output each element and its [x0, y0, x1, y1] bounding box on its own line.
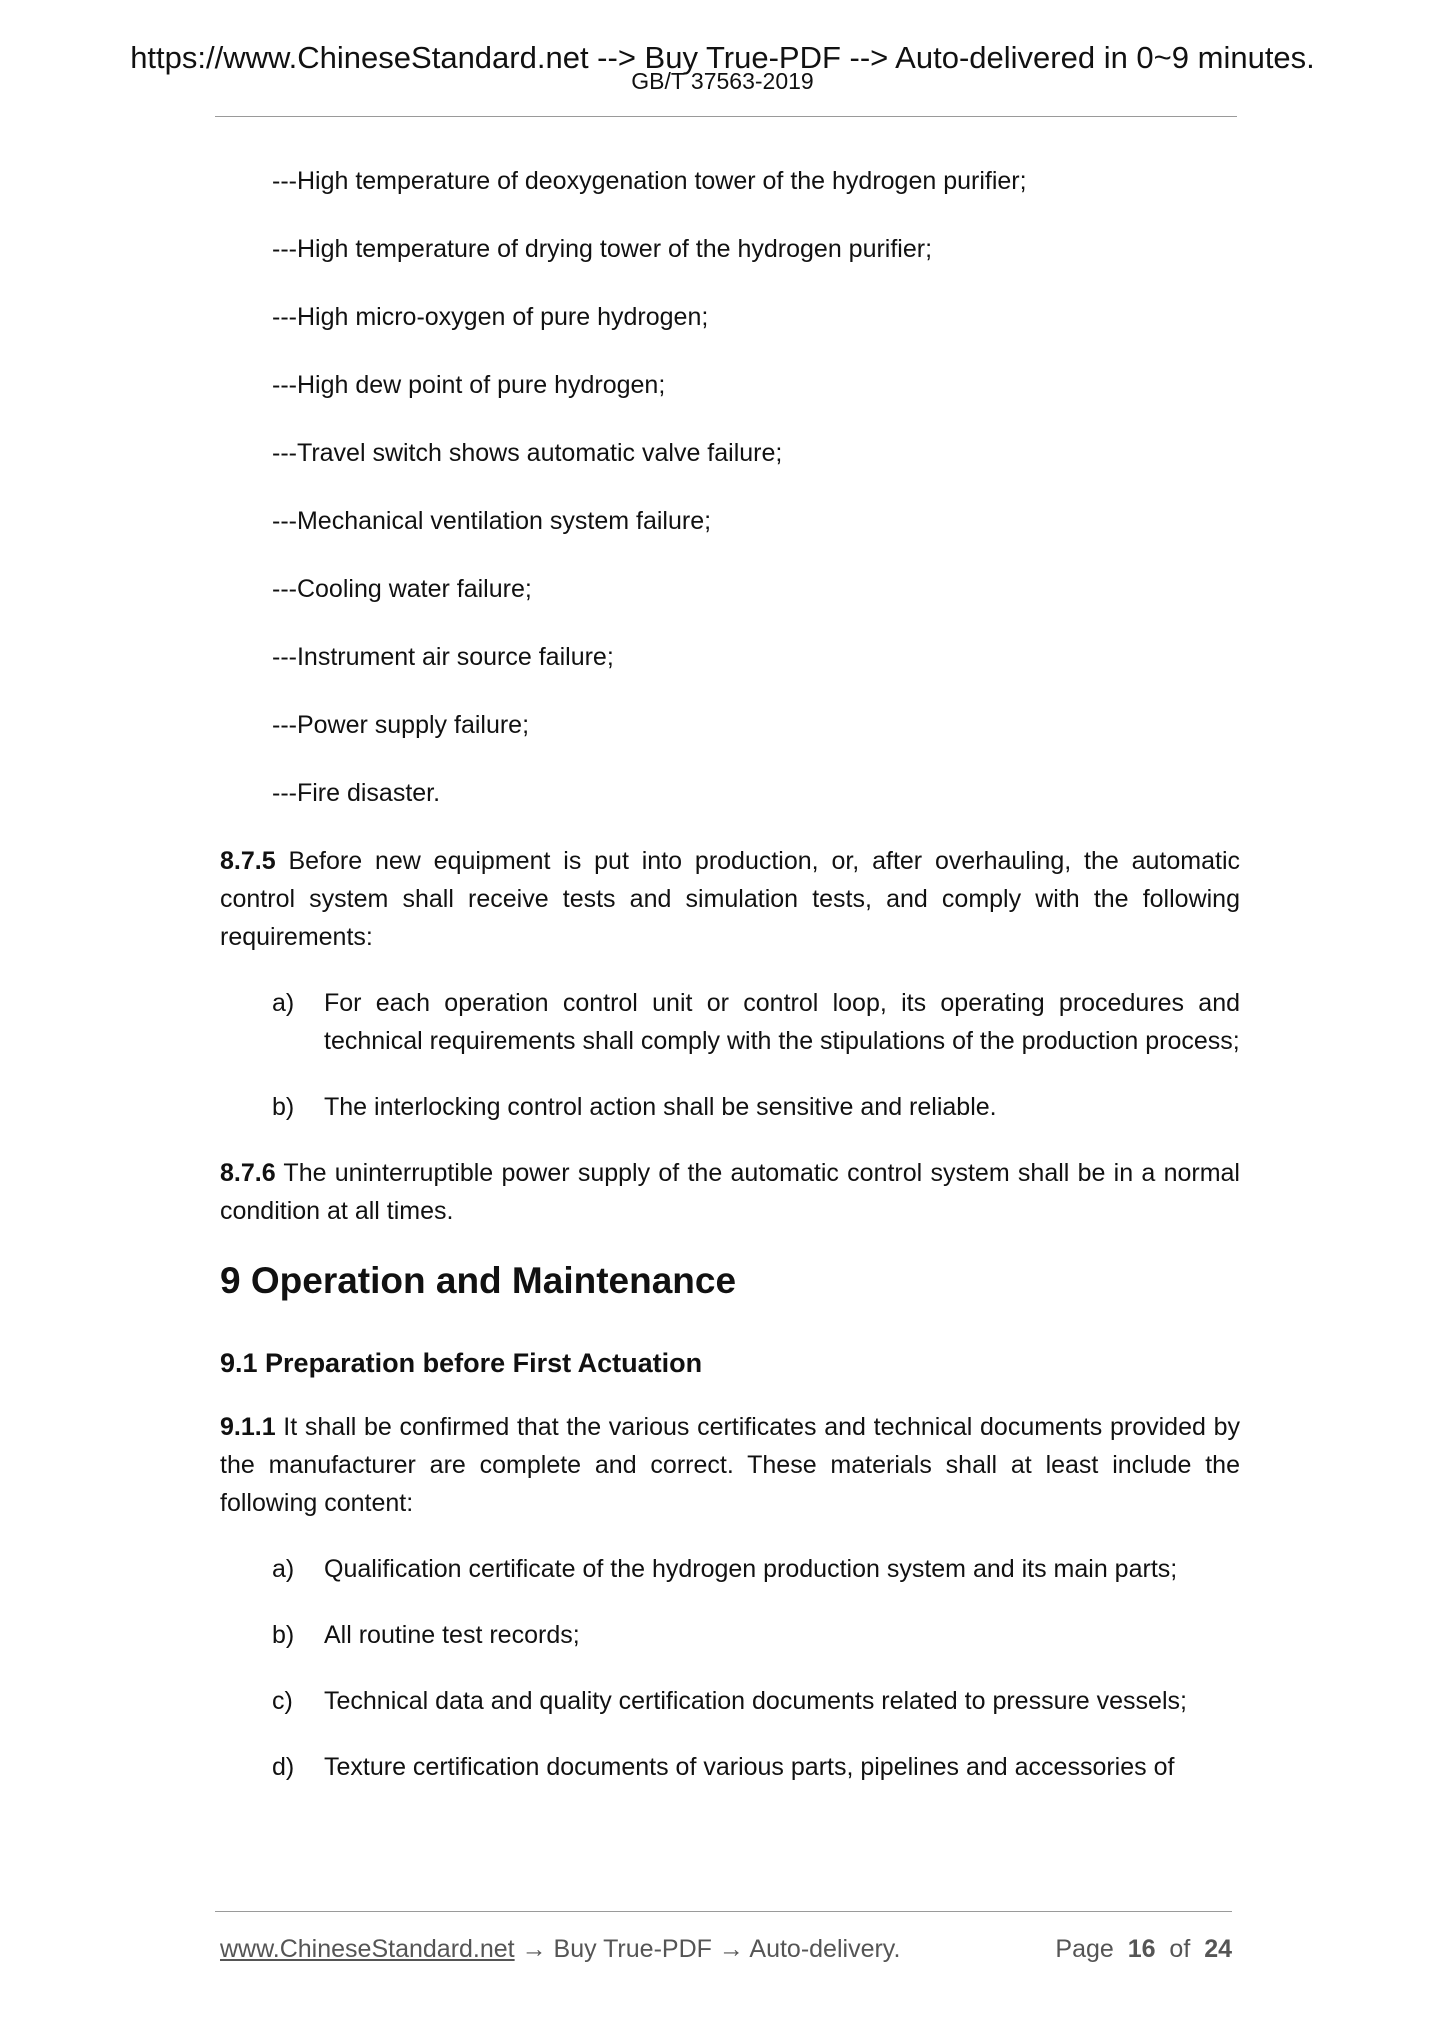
list-item: ---Fire disaster.: [272, 779, 441, 807]
source-banner: https://www.ChineseStandard.net --> Buy True-PDF --> Auto-delivered in 0~9 minutes.: [130, 40, 1315, 75]
page-indicator: [1055, 1934, 1232, 1964]
standard-code: GB/T 37563-2019: [631, 68, 814, 94]
list-item: ---Instrument air source failure;: [272, 643, 614, 671]
list-item: ---Power supply failure;: [272, 711, 530, 739]
list-item: [272, 1682, 1240, 1720]
list-item: ---Travel switch shows automatic valve failure;: [272, 439, 783, 467]
list-item: [272, 1550, 1240, 1588]
clause-text: The uninterruptible power supply of the automatic control system shall be in a normal condition at all times.: [220, 1159, 1240, 1225]
page-label: Page: [1055, 1935, 1114, 1963]
list-marker: b): [272, 1621, 295, 1649]
total-pages: 24: [1204, 1935, 1232, 1963]
list-text: All routine test records;: [324, 1621, 580, 1649]
header-divider: [215, 116, 1237, 117]
list-text: Texture certification documents of various parts, pipelines and accessories of: [324, 1753, 1175, 1781]
clause-number: 8.7.6: [220, 1159, 276, 1187]
list-marker: d): [272, 1753, 295, 1781]
clause-number: 9.1.1: [220, 1413, 276, 1441]
clause-text: Before new equipment is put into production, or, after overhauling, the automatic control system shall receive tests and simulation tests, and comply with the following requirements:: [220, 847, 1240, 951]
list-marker: a): [272, 1555, 295, 1583]
subsection-heading: 9.1 Preparation before First Actuation: [220, 1348, 703, 1378]
list-marker: c): [272, 1687, 293, 1715]
document-body: [220, 162, 1240, 1814]
clause-text: It shall be confirmed that the various certificates and technical documents provided by the manufacturer are complete and correct. These materials shall at least include the following content:: [220, 1413, 1240, 1517]
clause-8-7-5: [220, 842, 1240, 956]
list-text: Qualification certificate of the hydrogen production system and its main parts;: [324, 1555, 1178, 1583]
footer-divider: [215, 1911, 1232, 1912]
list-marker: a): [272, 989, 295, 1017]
list-item: ---Mechanical ventilation system failure;: [272, 507, 712, 535]
list-item: ---High temperature of deoxygenation tower of the hydrogen purifier;: [272, 167, 1027, 195]
list-item: [272, 1088, 1240, 1126]
section-heading: 9 Operation and Maintenance: [220, 1260, 737, 1301]
list-text: For each operation control unit or control loop, its operating procedures and technical requirements shall comply with the stipulations of the production process;: [324, 989, 1240, 1055]
list-text: Technical data and quality certification documents related to pressure vessels;: [324, 1687, 1187, 1715]
list-item: ---High temperature of drying tower of the hydrogen purifier;: [272, 235, 933, 263]
clause-number: 8.7.5: [220, 847, 276, 875]
site-link[interactable]: www.ChineseStandard.net: [220, 1935, 515, 1963]
list-item: ---High dew point of pure hydrogen;: [272, 371, 666, 399]
list-item: [272, 1616, 1240, 1654]
list-item: ---Cooling water failure;: [272, 575, 532, 603]
clause-9-1-1: [220, 1408, 1240, 1522]
list-item: [272, 984, 1240, 1060]
page-footer: [220, 1934, 1232, 1964]
list-item: ---High micro-oxygen of pure hydrogen;: [272, 303, 709, 331]
page-number: 16: [1127, 1935, 1156, 1963]
list-item: [272, 1748, 1240, 1786]
footer-tagline: → Buy True-PDF → Auto-delivery.: [514, 1935, 901, 1963]
list-text: The interlocking control action shall be sensitive and reliable.: [324, 1093, 997, 1121]
clause-8-7-6: [220, 1154, 1240, 1230]
list-marker: b): [272, 1093, 295, 1121]
of-label: of: [1169, 1935, 1191, 1963]
